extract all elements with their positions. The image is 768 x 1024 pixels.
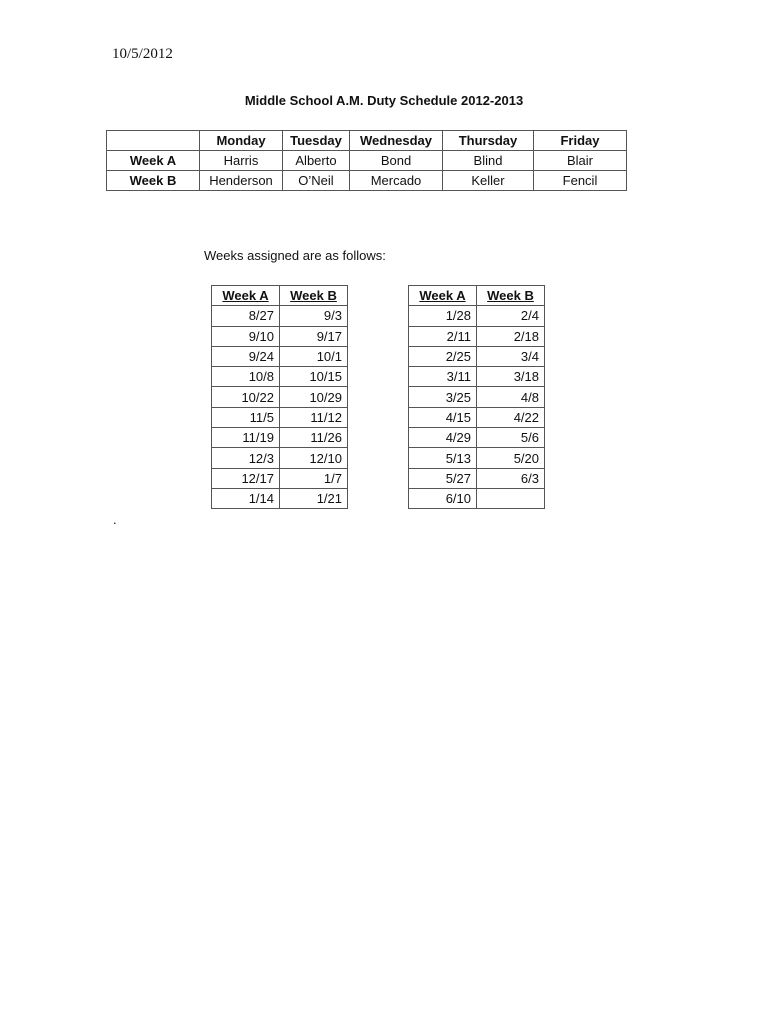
weeks-row — [212, 448, 348, 468]
week-b-date: 1/21 — [280, 488, 348, 508]
weeks-row — [212, 428, 348, 448]
document-date: 10/5/2012 — [112, 46, 173, 62]
weeks-row — [212, 387, 348, 407]
weeks-intro-text: Weeks assigned are as follows: — [204, 248, 386, 263]
week-a-date: 1/14 — [212, 488, 280, 508]
week-a-date: 12/3 — [212, 448, 280, 468]
week-a-date: 12/17 — [212, 468, 280, 488]
duty-row-week-b — [107, 171, 627, 191]
day-header-thursday: Thursday — [443, 131, 534, 151]
week-b-header: Week B — [477, 286, 545, 306]
weeks-row — [409, 306, 545, 326]
week-b-date: 4/22 — [477, 407, 545, 427]
weeks-header-row — [409, 286, 545, 306]
duty-cell: Blair — [534, 151, 627, 171]
week-b-date: 2/18 — [477, 326, 545, 346]
week-b-date: 10/29 — [280, 387, 348, 407]
weeks-row — [212, 326, 348, 346]
duty-cell: Blind — [443, 151, 534, 171]
weeks-table-spring — [408, 285, 545, 509]
weeks-row — [409, 468, 545, 488]
duty-cell: Bond — [350, 151, 443, 171]
week-a-date: 8/27 — [212, 306, 280, 326]
week-a-date: 2/11 — [409, 326, 477, 346]
week-a-header: Week A — [409, 286, 477, 306]
duty-schedule-table — [106, 130, 627, 191]
weeks-row — [409, 326, 545, 346]
week-b-date: 3/4 — [477, 346, 545, 366]
week-a-date: 1/28 — [409, 306, 477, 326]
weeks-header-row — [212, 286, 348, 306]
week-a-date: 5/27 — [409, 468, 477, 488]
schedule-title — [0, 93, 768, 108]
week-b-header: Week B — [280, 286, 348, 306]
week-a-date: 3/25 — [409, 387, 477, 407]
week-a-header: Week A — [212, 286, 280, 306]
day-header-tuesday: Tuesday — [283, 131, 350, 151]
week-a-date: 3/11 — [409, 367, 477, 387]
weeks-row — [409, 448, 545, 468]
week-a-date: 11/5 — [212, 407, 280, 427]
duty-cell: Henderson — [200, 171, 283, 191]
week-a-date: 9/10 — [212, 326, 280, 346]
week-a-date: 4/29 — [409, 428, 477, 448]
day-header-monday: Monday — [200, 131, 283, 151]
week-a-date: 2/25 — [409, 346, 477, 366]
week-b-date: 6/3 — [477, 468, 545, 488]
week-b-date: 5/6 — [477, 428, 545, 448]
week-b-date: 10/15 — [280, 367, 348, 387]
duty-cell: Alberto — [283, 151, 350, 171]
week-a-date: 4/15 — [409, 407, 477, 427]
weeks-row — [212, 306, 348, 326]
weeks-row — [409, 387, 545, 407]
week-b-date — [477, 488, 545, 508]
weeks-row — [212, 367, 348, 387]
week-a-date: 10/8 — [212, 367, 280, 387]
week-a-date: 11/19 — [212, 428, 280, 448]
week-b-date: 3/18 — [477, 367, 545, 387]
week-a-date: 6/10 — [409, 488, 477, 508]
weeks-row — [409, 407, 545, 427]
week-a-date: 9/24 — [212, 346, 280, 366]
week-b-date: 11/26 — [280, 428, 348, 448]
weeks-row — [409, 488, 545, 508]
week-a-date: 5/13 — [409, 448, 477, 468]
duty-cell: O’Neil — [283, 171, 350, 191]
weeks-row — [212, 468, 348, 488]
duty-cell: Mercado — [350, 171, 443, 191]
duty-cell: Keller — [443, 171, 534, 191]
week-b-date: 2/4 — [477, 306, 545, 326]
week-b-date: 1/7 — [280, 468, 348, 488]
duty-cell: Harris — [200, 151, 283, 171]
week-b-date: 4/8 — [477, 387, 545, 407]
duty-row-label: Week B — [107, 171, 200, 191]
week-b-date: 10/1 — [280, 346, 348, 366]
duty-header-row — [107, 131, 627, 151]
weeks-row — [212, 488, 348, 508]
day-header-friday: Friday — [534, 131, 627, 151]
duty-cell: Fencil — [534, 171, 627, 191]
duty-corner-cell — [107, 131, 200, 151]
weeks-row — [409, 367, 545, 387]
week-b-date: 9/3 — [280, 306, 348, 326]
weeks-table-fall — [211, 285, 348, 509]
weeks-row — [212, 346, 348, 366]
duty-row-label: Week A — [107, 151, 200, 171]
day-header-wednesday: Wednesday — [350, 131, 443, 151]
week-b-date: 12/10 — [280, 448, 348, 468]
weeks-row — [212, 407, 348, 427]
week-b-date: 9/17 — [280, 326, 348, 346]
footer-mark: . — [113, 512, 117, 527]
week-b-date: 5/20 — [477, 448, 545, 468]
weeks-row — [409, 428, 545, 448]
week-b-date: 11/12 — [280, 407, 348, 427]
weeks-row — [409, 346, 545, 366]
week-a-date: 10/22 — [212, 387, 280, 407]
schedule-title-text: Middle School A.M. Duty Schedule 2012-2013 — [244, 93, 524, 108]
duty-row-week-a — [107, 151, 627, 171]
